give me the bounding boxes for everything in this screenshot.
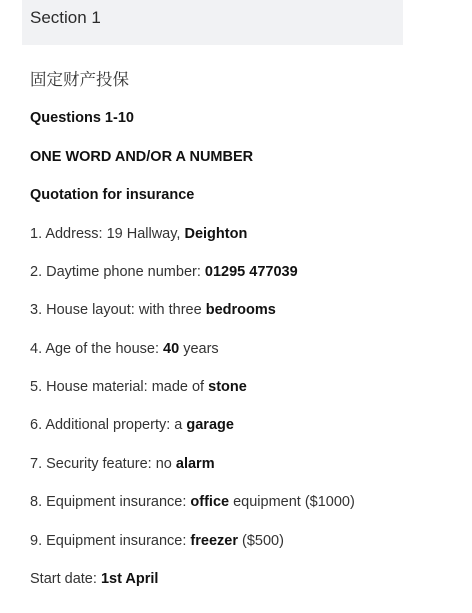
question-text: 3. House layout: with three	[30, 302, 206, 318]
answer-text: Deighton	[184, 226, 248, 242]
answer-text: garage	[186, 417, 234, 433]
section-title: Section 1	[30, 8, 101, 27]
question-item-3	[30, 302, 276, 318]
question-suffix: ($500)	[237, 533, 284, 549]
question-text: 6. Additional property: a	[30, 417, 187, 433]
question-text: 8. Equipment insurance:	[30, 494, 191, 510]
answer-text: 40	[163, 341, 180, 357]
answer-text: alarm	[175, 456, 215, 472]
answer-text: office	[190, 494, 230, 510]
answer-text: freezer	[190, 533, 238, 549]
question-item-7	[30, 456, 215, 472]
answer-instruction: ONE WORD AND/OR A NUMBER	[30, 149, 254, 165]
question-suffix: equipment ($1000)	[229, 494, 355, 510]
question-text: 5. House material: made of	[30, 379, 209, 395]
question-item-1	[30, 226, 247, 242]
answer-text: bedrooms	[205, 302, 276, 318]
answer-text: stone	[208, 379, 247, 395]
question-item-6	[30, 417, 234, 433]
question-item-9	[30, 533, 284, 549]
question-text: 4. Age of the house:	[30, 341, 164, 357]
form-title: Quotation for insurance	[30, 187, 195, 203]
answer-text: 01295 477039	[204, 264, 298, 280]
question-text: 9. Equipment insurance:	[30, 533, 191, 549]
question-suffix: years	[179, 341, 219, 357]
start-date-answer: 1st April	[100, 571, 159, 587]
question-text: 7. Security feature: no	[30, 456, 176, 472]
section-header	[22, 0, 403, 45]
question-item-5	[30, 379, 247, 395]
question-text: 2. Daytime phone number:	[30, 264, 205, 280]
questions-range: Questions 1-10	[30, 110, 134, 126]
question-item-8	[30, 494, 355, 510]
start-date-label: Start date:	[30, 571, 101, 587]
question-item-2	[30, 264, 298, 280]
question-item-4	[30, 341, 219, 357]
chinese-subtitle: 固定财产投保	[30, 70, 129, 89]
start-date-item	[30, 571, 158, 587]
question-text: 1. Address: 19 Hallway,	[30, 226, 185, 242]
